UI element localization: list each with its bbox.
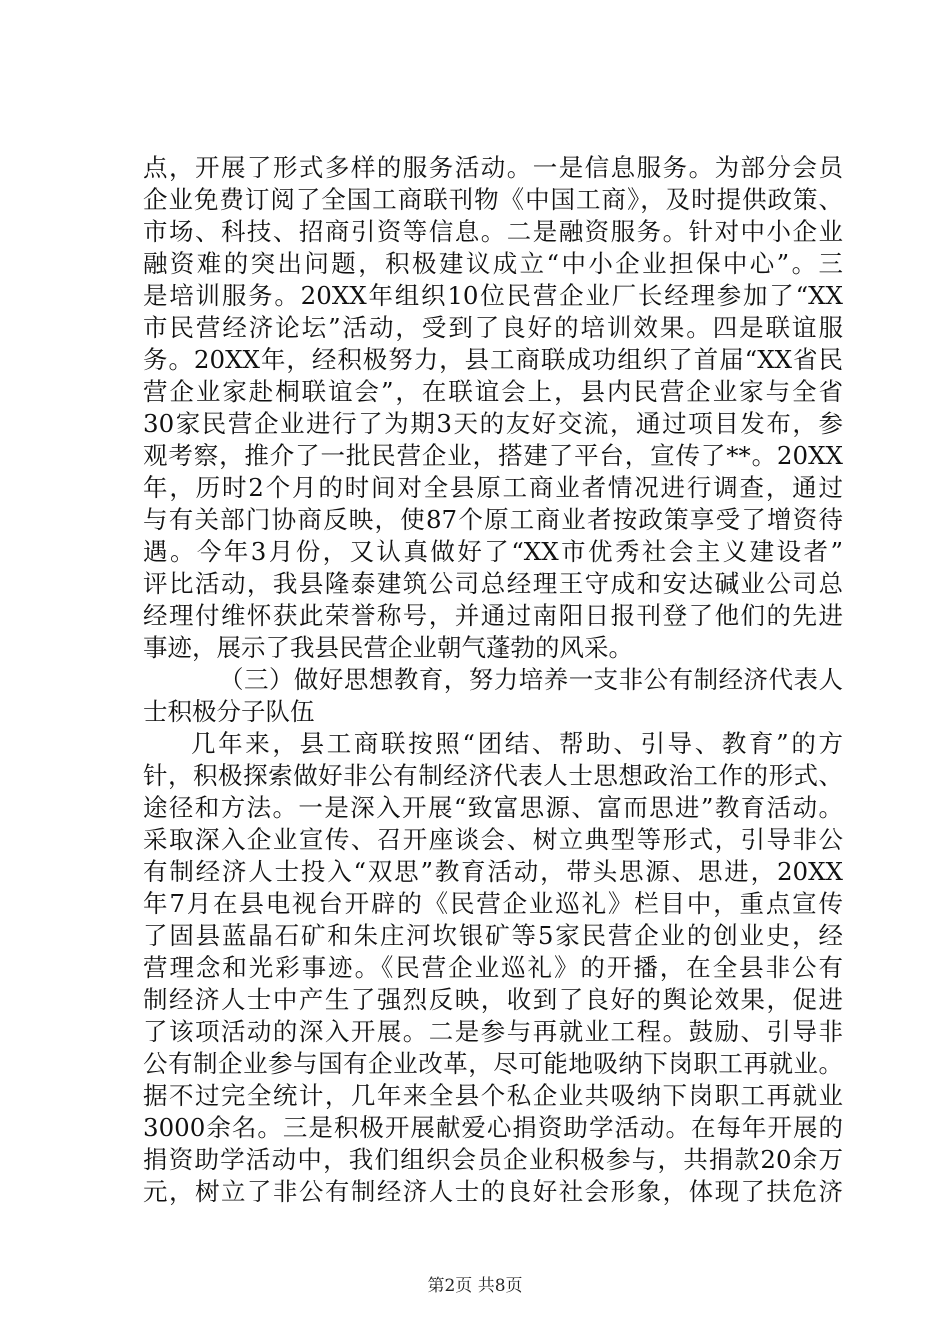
section-heading-line: （三）做好思想教育，努力培养一支非公有制经济代表人 [219, 665, 843, 694]
text-line: 了该项活动的深入开展。二是参与再就业工程。鼓励、引导非 [143, 1017, 843, 1046]
text-line: 营企业家赴桐联谊会”，在联谊会上，县内民营企业家与全省 [143, 377, 843, 406]
text-line: 与有关部门协商反映，使87个原工商业者按政策享受了增资待 [143, 505, 843, 534]
text-line: 采取深入企业宣传、召开座谈会、树立典型等形式，引导非公 [143, 825, 843, 854]
text-line: 市民营经济论坛”活动，受到了良好的培训效果。四是联谊服 [143, 313, 843, 342]
text-line: 遇。今年3月份，又认真做好了“XX市优秀社会主义建设者” [143, 537, 843, 566]
text-line: 捐资助学活动中，我们组织会员企业积极参与，共捐款20余万 [143, 1145, 843, 1174]
text-line: 途径和方法。一是深入开展“致富思源、富而思进”教育活动。 [143, 793, 843, 822]
text-line: 3000余名。三是积极开展献爱心捐资助学活动。在每年开展的 [143, 1113, 843, 1142]
text-line: 观考察，推介了一批民营企业，搭建了平台，宣传了**。20XX [143, 441, 843, 470]
section-heading-line: 士积极分子队伍 [143, 697, 315, 726]
text-line: 评比活动，我县隆泰建筑公司总经理王守成和安达碱业公司总 [143, 569, 843, 598]
text-line: 30家民营企业进行了为期3天的友好交流，通过项目发布，参 [143, 409, 843, 438]
page-number-footer: 第2页 共8页 [427, 1276, 523, 1296]
text-line: 了固县蓝晶石矿和朱庄河坎银矿等5家民营企业的创业史，经 [143, 921, 843, 950]
text-line: 点，开展了形式多样的服务活动。一是信息服务。为部分会员 [143, 153, 843, 182]
text-line: 企业免费订阅了全国工商联刊物《中国工商》，及时提供政策、 [143, 185, 843, 214]
text-line: 融资难的突出问题，积极建议成立“中小企业担保中心”。三 [143, 249, 843, 278]
paragraph-start-line: 几年来，县工商联按照“团结、帮助、引导、教育”的方 [191, 729, 843, 758]
text-line: 据不过完全统计，几年来全县个私企业共吸纳下岗职工再就业 [143, 1081, 843, 1110]
text-line: 制经济人士中产生了强烈反映，收到了良好的舆论效果，促进 [143, 985, 843, 1014]
text-line: 公有制企业参与国有企业改革，尽可能地吸纳下岗职工再就业。 [143, 1049, 843, 1078]
text-line: 有制经济人士投入“双思”教育活动，带头思源、思进，20XX [143, 857, 843, 886]
document-body [143, 152, 843, 1208]
text-line: 针，积极探索做好非公有制经济代表人士思想政治工作的形式、 [143, 761, 843, 790]
text-line: 市场、科技、招商引资等信息。二是融资服务。针对中小企业 [143, 217, 843, 246]
text-line: 年7月在县电视台开辟的《民营企业巡礼》栏目中，重点宣传 [143, 889, 843, 918]
text-line: 年，历时2个月的时间对全县原工商业者情况进行调查，通过 [143, 473, 843, 502]
text-line: 务。20XX年，经积极努力，县工商联成功组织了首届“XX省民 [143, 345, 843, 374]
text-line: 事迹，展示了我县民营企业朝气蓬勃的风采。 [143, 633, 633, 662]
text-line: 是培训服务。20XX年组织10位民营企业厂长经理参加了“XX [143, 281, 843, 310]
text-line: 营理念和光彩事迹。《民营企业巡礼》的开播，在全县非公有 [143, 953, 843, 982]
text-line: 经理付维怀获此荣誉称号，并通过南阳日报刊登了他们的先进 [143, 601, 843, 630]
text-line: 元，树立了非公有制经济人士的良好社会形象，体现了扶危济 [143, 1177, 843, 1206]
